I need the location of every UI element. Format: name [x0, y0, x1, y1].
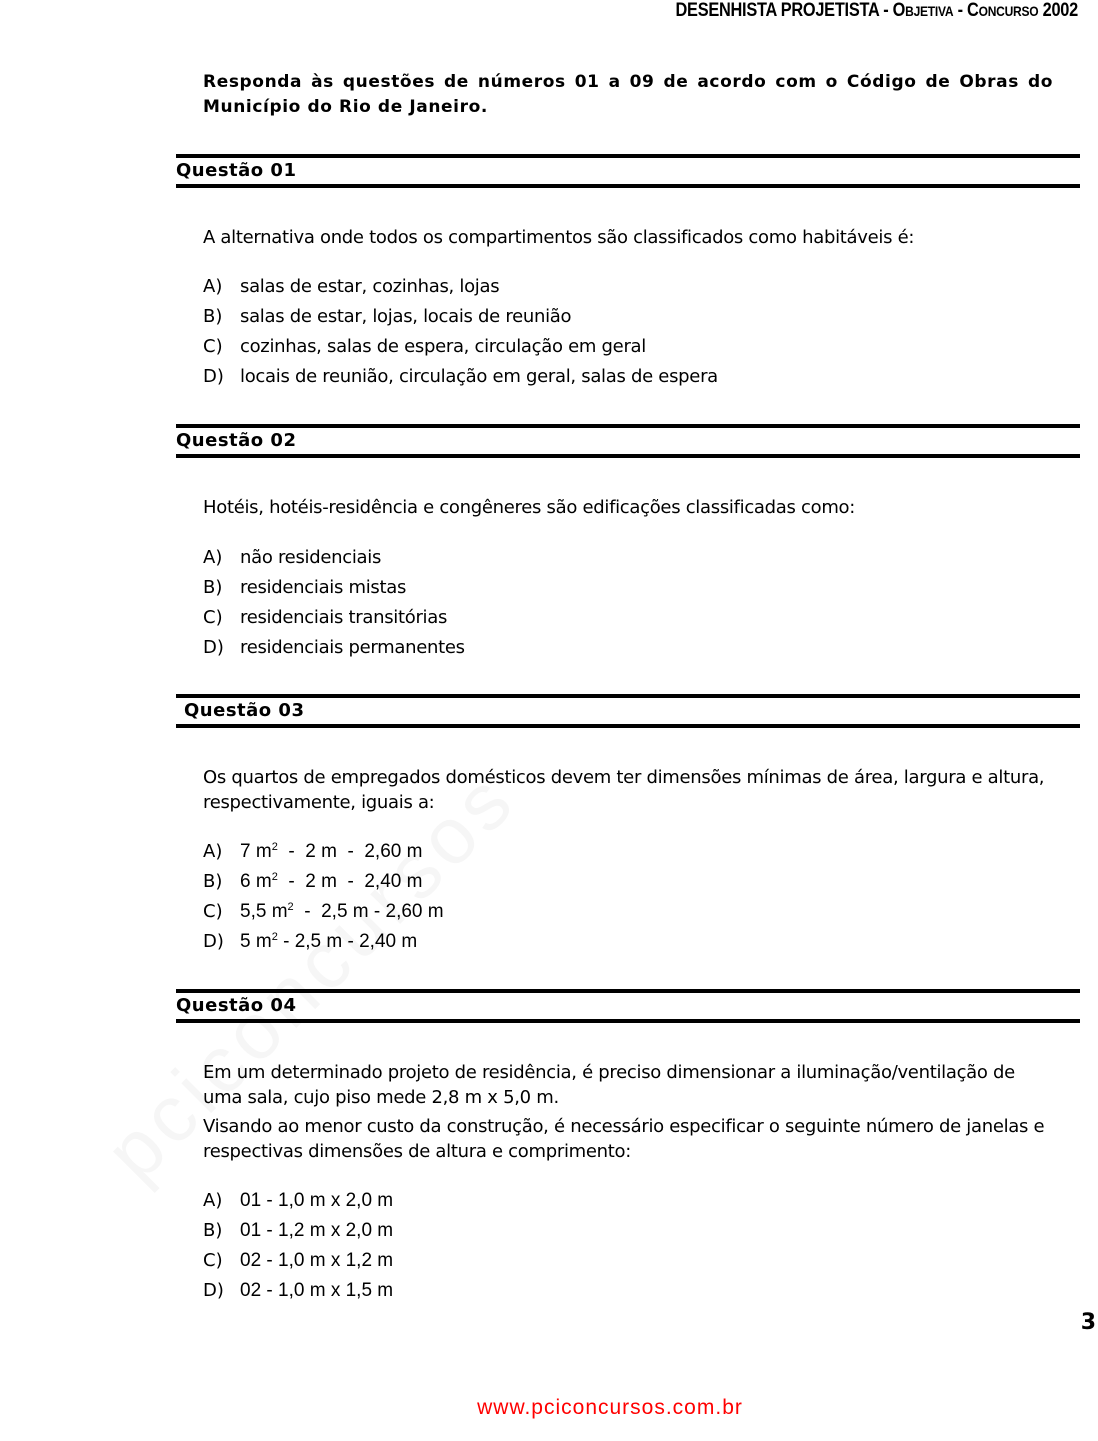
exam-type: OBJETIVA	[892, 0, 954, 21]
contest-label: CONCURSO	[967, 0, 1039, 21]
options-list-04	[203, 1186, 393, 1306]
exam-title: DESENHISTA PROJETISTA	[675, 0, 879, 21]
question-header-03	[176, 694, 1080, 728]
question-stem-01: A alternativa onde todos os compartimentos são classificados como habitáveis é:	[203, 227, 915, 248]
option-d[interactable]: D) 02 - 1,0 m x 1,5 m	[203, 1280, 394, 1301]
instructions: Responda às questões de números 01 a 09 de acordo com o Código de Obras do Município do Rio de Janeiro.	[203, 72, 1053, 117]
exam-year: 2002	[1038, 0, 1078, 21]
option-c[interactable]: C) 5,5 $m^2 - 2,5$ m - 2,60 m	[203, 901, 444, 922]
question-header-02	[176, 424, 1080, 458]
question-label: Questão 03	[184, 700, 305, 721]
option-b[interactable]: B) 01 - 1,2 m x 2,0 m	[203, 1220, 394, 1241]
question-header-01	[176, 154, 1080, 188]
options-list-03	[203, 837, 444, 957]
question-stem-02: Hotéis, hotéis-residência e congêneres são edificações classificadas como:	[203, 497, 856, 518]
question-label: Questão 02	[176, 430, 297, 451]
question-label: Questão 01	[176, 160, 297, 181]
option-c[interactable]: C) 02 - 1,0 m x 1,2 m	[203, 1250, 394, 1271]
options-list-02	[203, 543, 465, 663]
option-d[interactable]: D) residenciais permanentes	[203, 637, 465, 658]
running-header: DESENHISTA PROJETISTA - OBJETIVA - CONCURSO 2002	[675, 0, 1078, 21]
question-label: Questão 04	[176, 995, 297, 1016]
option-b[interactable]: B) salas de estar, lojas, locais de reunião	[203, 306, 572, 327]
option-b[interactable]: B) 6 $m^2 - 2$ m - 2,40 m	[203, 871, 423, 892]
options-list-01	[203, 272, 718, 392]
footer-link[interactable]: www.pciconcursos.com.br	[477, 1396, 743, 1419]
question-stem-03: Os quartos de empregados domésticos devem ter dimensões mínimas de área, largura e altura, respectivamente, iguais a:	[203, 767, 1045, 813]
option-c[interactable]: C) cozinhas, salas de espera, circulação em geral	[203, 336, 646, 357]
option-b[interactable]: B) residenciais mistas	[203, 577, 407, 598]
option-d[interactable]: D) 5 $m^2 - 2,5$ m - 2,40 m	[203, 931, 418, 952]
question-stem-04: Em um determinado projeto de residência, é preciso dimensionar a iluminação/ventilação de uma sala, cujo piso mede 2,8 m x 5,0 m. Visando ao menor custo da construção, é necessário especificar o seguinte número de janelas e respectivas dimensões de altura e comprimento:	[203, 1062, 1045, 1162]
option-c[interactable]: C) residenciais transitórias	[203, 607, 448, 628]
option-a[interactable]: A) salas de estar, cozinhas, lojas	[203, 276, 500, 297]
page-number: 3	[1080, 1310, 1096, 1335]
question-header-04	[176, 989, 1080, 1023]
option-a[interactable]: A) não residenciais	[203, 547, 382, 568]
option-d[interactable]: D) locais de reunião, circulação em geral, salas de espera	[203, 366, 718, 387]
option-a[interactable]: A) 01 - 1,0 m x 2,0 m	[203, 1190, 394, 1211]
option-a[interactable]: A) 7 $m^2 - 2$ m - 2,60 m	[203, 841, 423, 862]
